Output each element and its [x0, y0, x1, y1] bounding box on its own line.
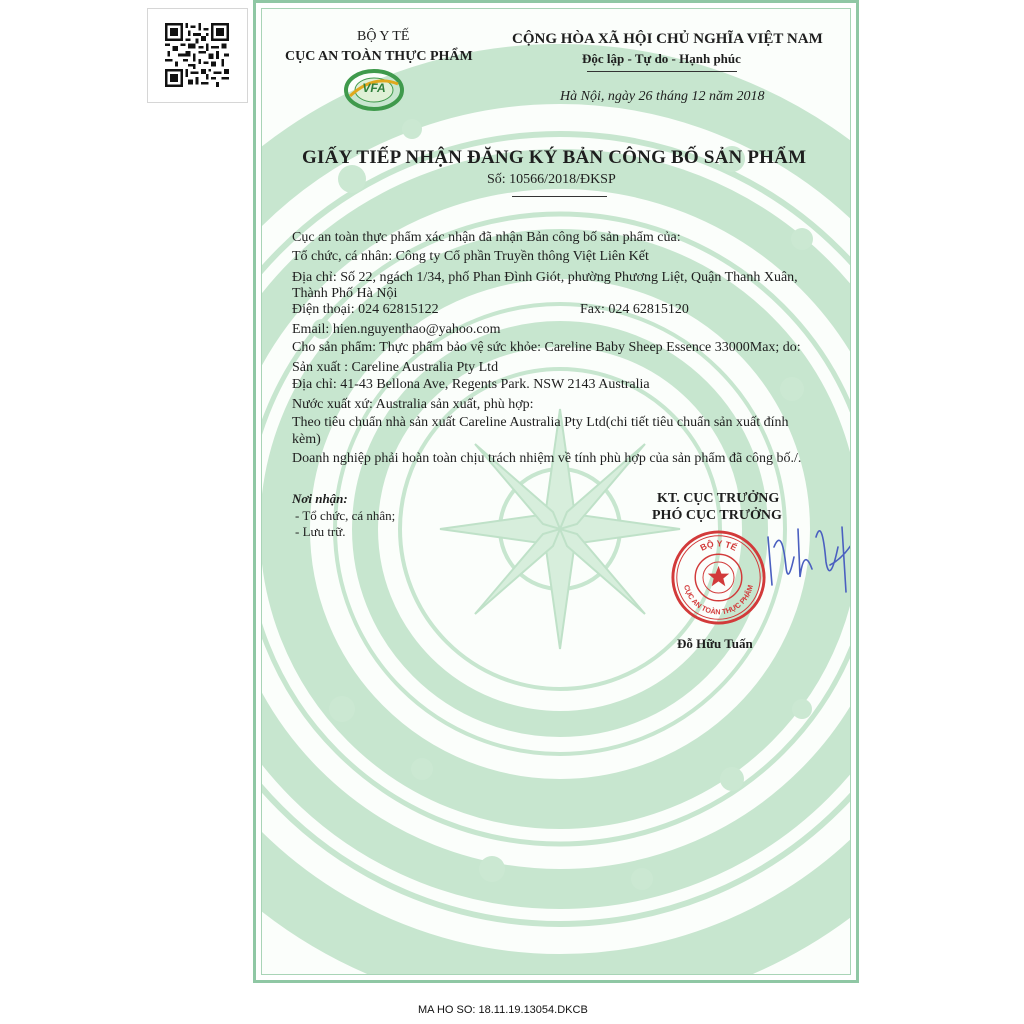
document-title: GIẤY TIẾP NHẬN ĐĂNG KÝ BẢN CÔNG BỐ SẢN PHẨM: [302, 147, 807, 168]
product-text: Cho sản phẩm: Thực phẩm bảo vệ sức khỏe: Careline Baby Sheep Essence 33000Max; do:: [292, 340, 801, 355]
address-line-1: Địa chỉ: Số 22, ngách 1/34, phố Phan Đình Giót, phường Phương Liệt, Quận Thanh Xuân,: [292, 270, 798, 285]
recipient-item: - Lưu trữ.: [295, 524, 346, 539]
svg-text:VFA: VFA: [362, 81, 386, 95]
svg-text:BỘ Y TẾ: BỘ Y TẾ: [698, 538, 739, 553]
issue-date: Hà Nội, ngày 26 tháng 12 năm 2018: [560, 89, 765, 104]
origin-text: Nước xuất xứ: Australia sản xuất, phù hợp:: [292, 397, 534, 412]
signer-title-line-2: PHÓ CỤC TRƯỞNG: [652, 508, 782, 523]
organization-text: Tổ chức, cá nhân: Công ty Cổ phần Truyền thông Việt Liên Kết: [292, 249, 649, 264]
qr-code-box: [147, 8, 248, 103]
manufacturer-text: Sản xuất : Careline Australia Pty Ltd: [292, 360, 499, 375]
handwritten-signature: [760, 507, 851, 597]
recipient-item: - Tổ chức, cá nhân;: [295, 508, 396, 523]
republic-title: CỘNG HÒA XÃ HỘI CHỦ NGHĨA VIỆT NAM: [512, 31, 823, 47]
agency-name: CỤC AN TOÀN THỰC PHẨM: [285, 49, 473, 64]
certificate-inner-frame: [261, 8, 851, 975]
address-line-2: Thành Phố Hà Nội: [292, 286, 398, 301]
file-code: MA HO SO: 18.11.19.13054.DKCB: [418, 1004, 588, 1016]
responsibility-text: Doanh nghiệp phải hoàn toàn chịu trách nhiệm về tính phù hợp của sản phẩm đã công bố./.: [292, 451, 802, 466]
vfa-logo-icon: [342, 68, 406, 112]
national-motto: Độc lập - Tự do - Hạnh phúc: [582, 51, 741, 66]
standard-line-2: kèm): [292, 432, 321, 447]
ministry-name: BỘ Y TẾ: [357, 29, 410, 44]
intro-text: Cục an toàn thực phẩm xác nhận đã nhận Bản công bố sản phẩm của:: [292, 230, 681, 245]
certificate-sheet: [253, 0, 859, 983]
signer-title-line-1: KT. CỤC TRƯỞNG: [657, 491, 780, 506]
svg-text:CỤC AN TOÀN THỰC PHẨM: CỤC AN TOÀN THỰC PHẨM: [682, 583, 755, 617]
official-seal-icon: [670, 529, 767, 626]
phone-text: Điện thoại: 024 62815122: [292, 302, 439, 317]
number-underline: [512, 196, 607, 197]
document-number: Số: 10566/2018/ĐKSP: [487, 172, 616, 187]
standard-line-1: Theo tiêu chuẩn nhà sản xuất Careline Australia Pty Ltd(chi tiết tiêu chuẩn sản xuất đính: [292, 415, 789, 430]
email-text: Email: hien.nguyenthao@yahoo.com: [292, 322, 501, 337]
signer-name: Đỗ Hữu Tuấn: [677, 636, 753, 651]
recipients-label: Nơi nhận:: [292, 491, 348, 506]
motto-underline: [587, 71, 737, 72]
manufacturer-address: Địa chỉ: 41-43 Bellona Ave, Regents Park. NSW 2143 Australia: [292, 377, 650, 392]
fax-text: Fax: 024 62815120: [580, 302, 689, 317]
qr-code-icon: [165, 23, 229, 87]
